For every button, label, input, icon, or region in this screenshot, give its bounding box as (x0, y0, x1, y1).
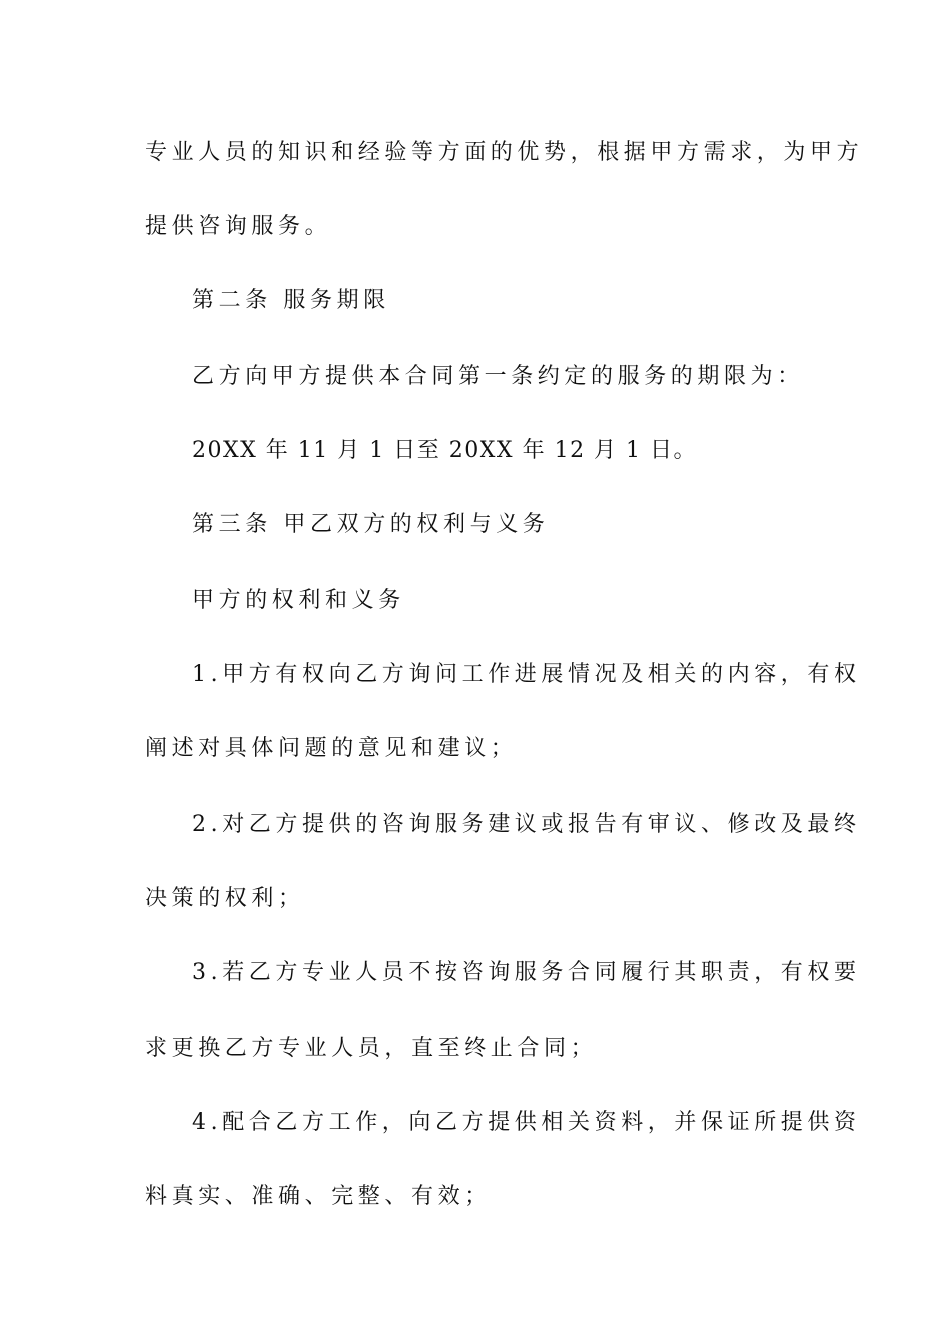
clause-4-line-1: 4.配合乙方工作，向乙方提供相关资料，并保证所提供资 (192, 1110, 861, 1135)
clause-3-line-1: 3.若乙方专业人员不按咨询服务合同履行其职责，有权要 (192, 960, 861, 985)
article-heading-3: 第三条 甲乙双方的权利与义务 (192, 512, 550, 537)
clause-3-line-2: 求更换乙方专业人员，直至终止合同； (145, 1036, 598, 1061)
party-a-subheading: 甲方的权利和义务 (192, 588, 405, 613)
clause-1-line-1: 1.甲方有权向乙方询问工作进展情况及相关的内容，有权 (192, 662, 861, 687)
clause-2-line-1: 2.对乙方提供的咨询服务建议或报告有审议、修改及最终 (192, 812, 861, 837)
paragraph-line-continuation: 专业人员的知识和经验等方面的优势，根据甲方需求，为甲方 (145, 140, 864, 165)
service-term-dates: 20XX 年 11 月 1 日至 20XX 年 12 月 1 日。 (192, 438, 698, 463)
service-term-intro: 乙方向甲方提供本合同第一条约定的服务的期限为： (192, 364, 804, 389)
clause-2-line-2: 决策的权利； (145, 886, 305, 911)
clause-1-line-2: 阐述对具体问题的意见和建议； (145, 736, 518, 761)
paragraph-line-end: 提供咨询服务。 (145, 214, 332, 239)
article-heading-2: 第二条 服务期限 (192, 288, 390, 313)
clause-4-line-2: 料真实、准确、完整、有效； (145, 1184, 491, 1209)
